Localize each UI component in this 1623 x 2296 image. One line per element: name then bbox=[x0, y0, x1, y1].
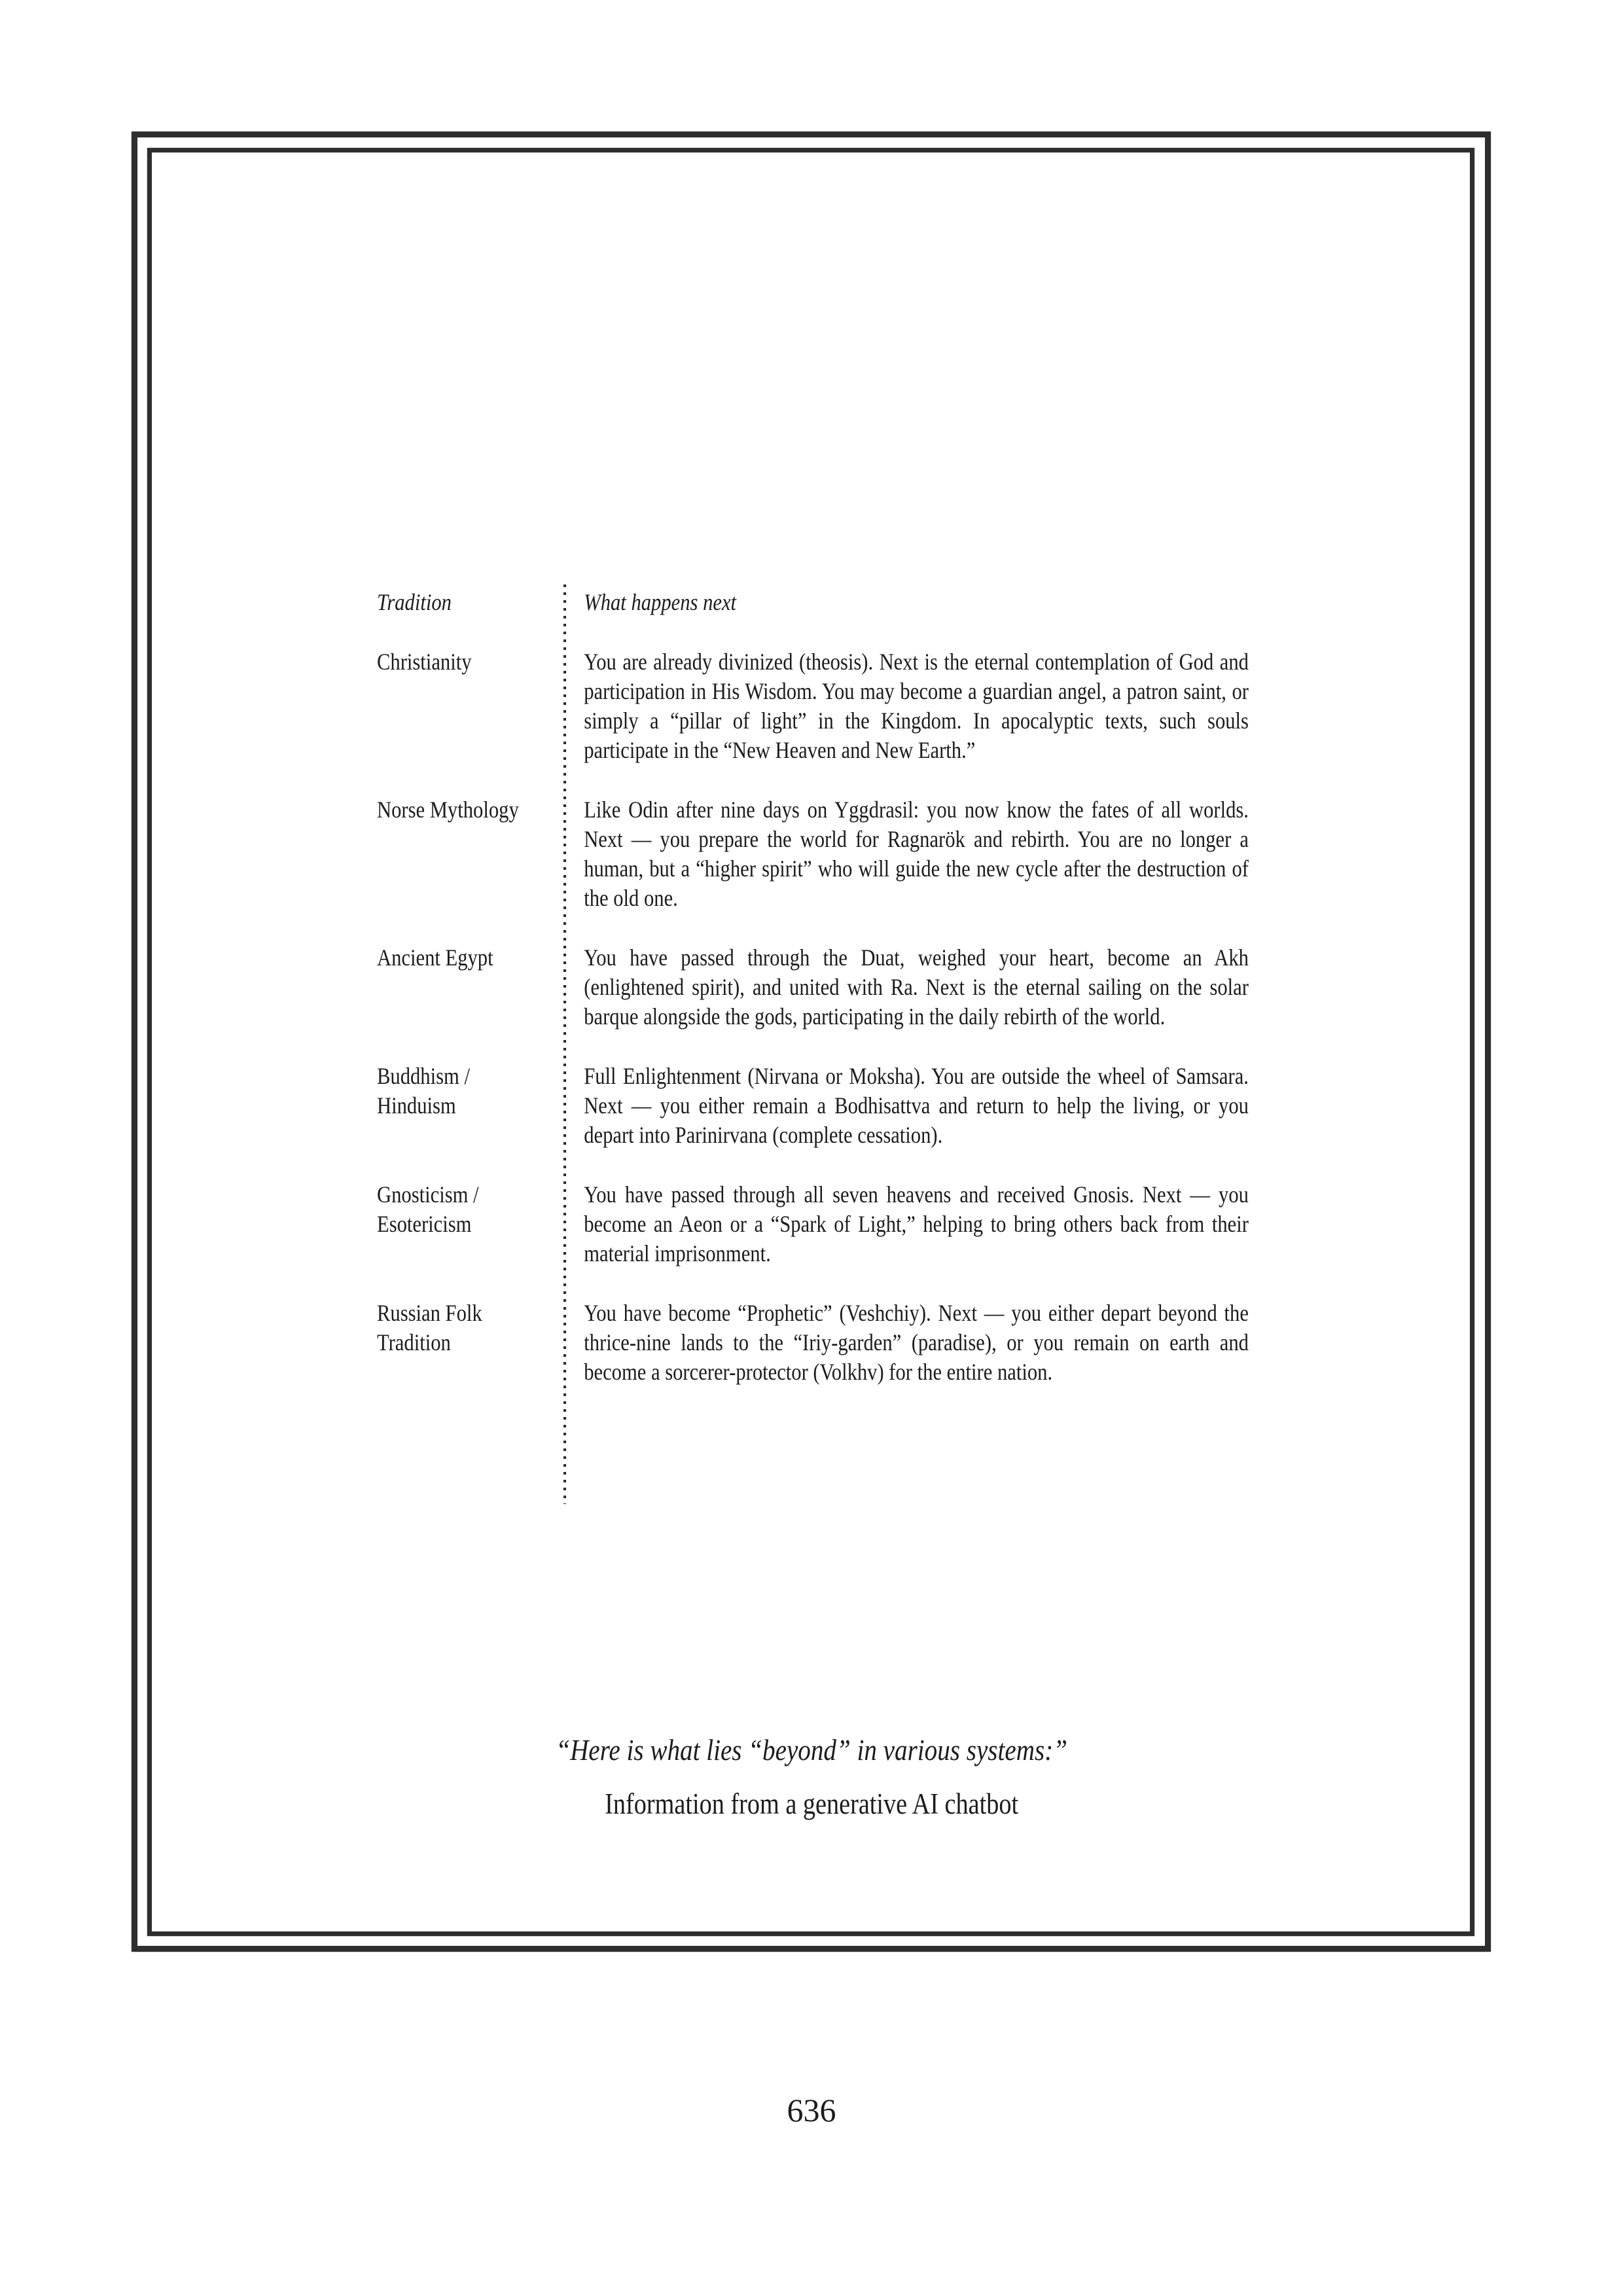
page-footer bbox=[0, 1732, 1623, 1822]
table-rows bbox=[377, 647, 1249, 1387]
table-row bbox=[377, 647, 1249, 765]
tradition-name: Christianity bbox=[377, 649, 472, 675]
tradition-name: Gnosticism / Esotericism bbox=[377, 1181, 479, 1237]
footer-quote-line: “Here is what lies “beyond” in various systems:” bbox=[556, 1733, 1067, 1767]
tradition-name: Russian Folk Tradition bbox=[377, 1300, 482, 1355]
tradition-name: Norse Mythology bbox=[377, 797, 519, 823]
tradition-description: You have become “Prophetic” (Veshchiy). Next — you either depart beyond the thrice-nine lands to the “Iriy-garden” (paradise), or you remain on earth and become a sorcerer-protector (Volkhv) for the entire nation. bbox=[584, 1300, 1249, 1385]
footer-attribution-line: Information from a generative AI chatbot bbox=[605, 1787, 1019, 1820]
page-number: 636 bbox=[787, 2092, 836, 2128]
table-header-row bbox=[377, 588, 1249, 617]
table-row bbox=[377, 1062, 1249, 1150]
column-header-what-happens-next: What happens next bbox=[584, 589, 737, 615]
column-header-tradition: Tradition bbox=[377, 589, 452, 615]
tradition-name: Ancient Egypt bbox=[377, 944, 493, 971]
tradition-name: Buddhism / Hinduism bbox=[377, 1063, 470, 1119]
traditions-table bbox=[377, 588, 1249, 1417]
tradition-description: You are already divinized (theosis). Next is the eternal contemplation of God and participation in His Wisdom. You may become a guardian angel, a patron saint, or simply a “pillar of light” in the Kingdom. In apocalyptic texts, such souls participate in the “New Heaven and New Earth.” bbox=[584, 649, 1249, 763]
tradition-description: You have passed through the Duat, weighed your heart, become an Akh (enlightened spirit), and united with Ra. Next is the eternal sailing on the solar barque alongside the gods, participating in the daily rebirth of the world. bbox=[584, 944, 1249, 1030]
table-row bbox=[377, 943, 1249, 1031]
table-row bbox=[377, 1299, 1249, 1387]
table-row bbox=[377, 795, 1249, 913]
tradition-description: Full Enlightenment (Nirvana or Moksha). You are outside the wheel of Samsara. Next — you either remain a Bodhisattva and return to help the living, or you depart into Parinirvana (complete cessation). bbox=[584, 1063, 1249, 1148]
table-row bbox=[377, 1180, 1249, 1268]
tradition-description: You have passed through all seven heavens and received Gnosis. Next — you become an Aeon or a “Spark of Light,” helping to bring others back from their material imprisonment. bbox=[584, 1181, 1249, 1266]
tradition-description: Like Odin after nine days on Yggdrasil: you now know the fates of all worlds. Next — you prepare the world for Ragnarök and rebirth. You are no longer a human, but a “higher spirit” who will guide the new cycle after the destruction of the old one. bbox=[584, 797, 1249, 911]
